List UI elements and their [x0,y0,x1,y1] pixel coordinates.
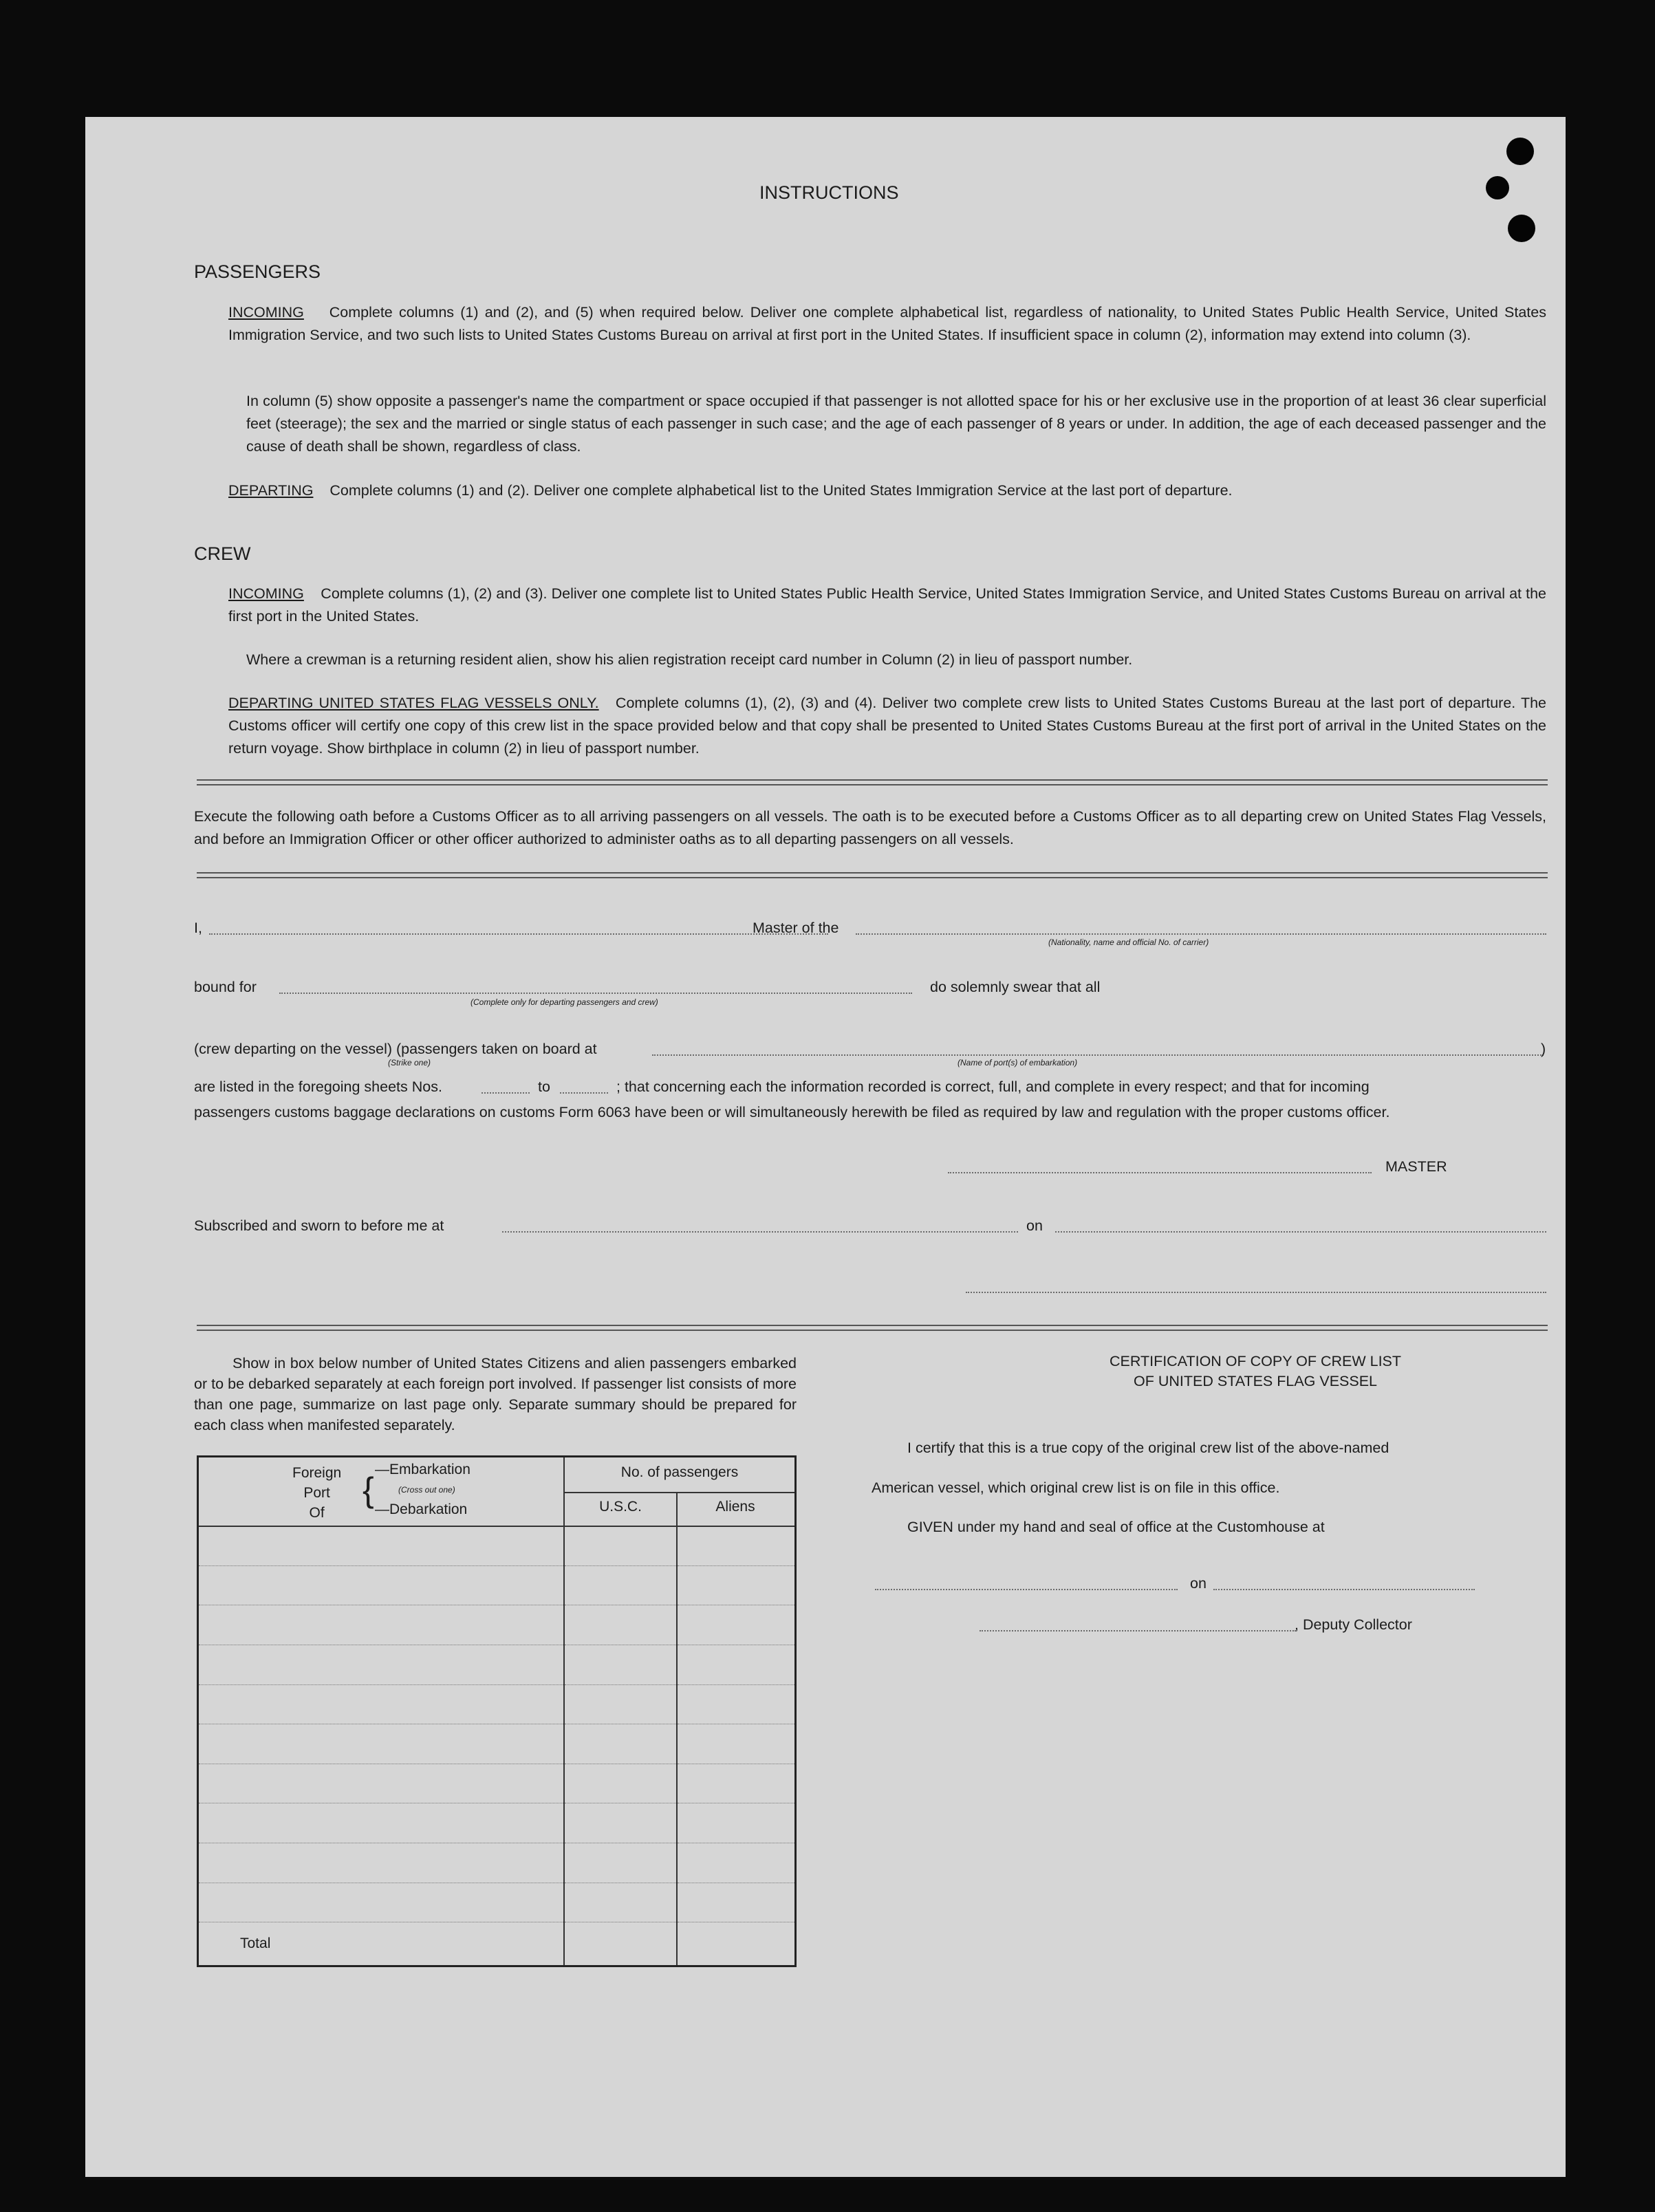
form-sheet [85,117,1566,2177]
certification-title-2: OF UNITED STATES FLAG VESSEL [1133,1373,1378,1389]
crew-departing-paragraph [228,692,1546,760]
port-cell[interactable] [198,1883,565,1922]
port-header-cell [198,1457,565,1526]
master-of-label: Master of the [753,920,839,936]
foreign-label: Foreign [292,1465,342,1481]
deputy-signature-field[interactable] [980,1630,1296,1631]
aliens-cell[interactable] [677,1803,796,1843]
usc-label: U.S.C. [599,1499,642,1515]
ports-field[interactable] [652,1054,1544,1056]
aliens-cell[interactable] [677,1843,796,1883]
punch-hole [1508,215,1535,242]
usc-cell[interactable] [564,1883,677,1922]
aliens-cell[interactable] [677,1526,796,1566]
usc-cell[interactable] [564,1684,677,1724]
double-rule [197,1325,1548,1331]
passengers-incoming-text: Complete columns (1) and (2), and (5) when required below. Deliver one complete alphabetical list, regardless of nationality, to United States Public Health Service, United States Immigration Service, and two such lists to United States Customs Bureau on arrival at first port in the United States. If insufficient space in column (2), information may extend into column (3). [228,304,1546,343]
punch-hole [1486,176,1509,199]
strike-caption: (Strike one) [388,1058,431,1067]
usc-cell[interactable] [564,1645,677,1684]
port-cell[interactable] [198,1565,565,1605]
sheet-to-field[interactable] [560,1092,608,1094]
master-label: MASTER [1385,1158,1447,1175]
swear-label: do solemnly swear that all [930,979,1101,995]
passengers-column5-paragraph: In column (5) show opposite a passenger's name the compartment or space occupied if that passenger is not allotted space for his or her exclusive use in the proportion of at least 36 clear superficial feet (steerage); the sex and the married or single status of each passenger in such case; and the age of each passenger of 8 years or under. In addition, the age of each deceased passenger and the cause of death shall be shown, regardless of class. [246,393,1546,455]
master-signature-field[interactable] [948,1172,1372,1173]
officer-signature-field[interactable] [966,1292,1546,1293]
no-passengers-label: No. of passengers [620,1464,739,1480]
embarkation-label: —Embarkation [375,1462,470,1477]
certification-on-label: on [1190,1575,1207,1592]
ports-caption: (Name of port(s) of embarkation) [958,1058,1078,1067]
aliens-label: Aliens [715,1499,755,1515]
crew-departing-label: (crew departing on the vessel) (passengers taken on board at [194,1041,597,1057]
of-label: Of [309,1505,325,1521]
sworn-on-label: on [1026,1217,1043,1234]
subscribed-label: Subscribed and sworn to before me at [194,1217,444,1234]
customhouse-field[interactable] [875,1589,1178,1590]
certification-title-1: CERTIFICATION OF COPY OF CREW LIST [1109,1353,1402,1369]
usc-cell[interactable] [564,1803,677,1843]
total-label: Total [240,1936,271,1952]
usc-cell[interactable] [564,1724,677,1764]
port-cell[interactable] [198,1803,565,1843]
aliens-cell[interactable] [677,1684,796,1724]
usc-cell[interactable] [564,1764,677,1803]
american-vessel-text: American vessel, which original crew list is on file in this office. [872,1479,1280,1496]
deputy-collector-label: , Deputy Collector [1295,1616,1412,1633]
listed-text-a: ; that concerning each the information recorded is correct, full, and complete in every respect; and that for incoming [616,1078,1370,1095]
crew-departing-label: DEPARTING UNITED STATES FLAG VESSELS ONLY. [228,695,599,711]
double-rule [197,872,1548,878]
master-name-field[interactable] [209,933,828,935]
aliens-cell[interactable] [677,1883,796,1922]
crew-incoming-text: Complete columns (1), (2) and (3). Deliver one complete list to United States Public Health Service, United States Immigration Service, and United States Customs Bureau on arrival at the first port in the United States. [228,585,1546,625]
aliens-cell[interactable] [677,1565,796,1605]
cross-out-caption: (Cross out one) [398,1485,455,1495]
port-cell[interactable] [198,1684,565,1724]
aliens-total-cell[interactable] [677,1922,796,1966]
aliens-cell[interactable] [677,1764,796,1803]
aliens-cell[interactable] [677,1645,796,1684]
passengers-departing-label: DEPARTING [228,482,314,499]
listed-to-label: to [538,1078,550,1095]
crew-resident-paragraph: Where a crewman is a returning resident alien, show his alien registration receipt card number in Column (2) in lieu of passport number. [246,651,1133,668]
port-cell[interactable] [198,1724,565,1764]
port-cell[interactable] [198,1764,565,1803]
debarkation-label: —Debarkation [375,1501,468,1517]
listed-text-rest: passengers customs baggage declarations on customs Form 6063 have been or will simultaneously herewith be filed as required by law and regulation with the proper customs officer. [194,1104,1390,1120]
passengers-header-cell [564,1457,796,1526]
double-rule [197,779,1548,785]
oath-instructions: Execute the following oath before a Customs Officer as to all arriving passengers on all vessels. The oath is to be executed before a Customs Officer as to all departing crew on United States Flag Vessels, and before an Immigration Officer or other officer authorized to administer oaths as to all departing passengers on all vessels. [194,808,1546,847]
bound-for-label: bound for [194,979,257,995]
bound-caption: (Complete only for departing passengers and crew) [470,997,658,1007]
port-cell[interactable] [198,1526,565,1566]
close-paren: ) [1541,1041,1546,1057]
aliens-cell[interactable] [677,1605,796,1645]
passengers-incoming-label: INCOMING [228,304,304,321]
page-title: INSTRUCTIONS [759,182,899,203]
port-cell[interactable] [198,1645,565,1684]
total-cell [198,1922,565,1966]
port-cell[interactable] [198,1843,565,1883]
sheet-from-field[interactable] [482,1092,530,1094]
passengers-incoming-paragraph [228,301,1546,347]
listed-label: are listed in the foregoing sheets Nos. [194,1078,442,1095]
vessel-field[interactable] [856,933,1546,935]
crew-incoming-paragraph [228,583,1546,628]
sworn-place-field[interactable] [502,1231,1018,1233]
usc-cell[interactable] [564,1565,677,1605]
oath-i-label: I, [194,920,202,936]
crew-incoming-label: INCOMING [228,585,304,602]
brace-mark: { [363,1471,374,1509]
aliens-cell[interactable] [677,1724,796,1764]
usc-cell[interactable] [564,1526,677,1566]
crew-heading: CREW [194,543,251,564]
given-text: GIVEN under my hand and seal of office at the Customhouse at [907,1519,1325,1535]
passengers-departing-text: Complete columns (1) and (2). Deliver one complete alphabetical list to the United States Immigration Service at the last port of departure. [329,482,1233,499]
usc-total-cell[interactable] [564,1922,677,1966]
summary-instructions: Show in box below number of United States Citizens and alien passengers embarked or to be debarked separately at each foreign port involved. If passenger list consists of more than one page, summarize on last page only. Separate summary should be prepared for each class when manifested separately. [194,1355,797,1433]
punch-hole [1506,138,1534,165]
crew-departing-text: Complete columns (1), (2), (3) and (4). Deliver two complete crew lists to United States Customs Bureau at the last port of departure. The Customs officer will certify one copy of this crew list in the space provided below and that copy shall be presented to United States Customs Bureau at the first port of arrival in the United States on the return voyage. Show birthplace in column (2) in lieu of passport number. [228,695,1546,757]
passengers-heading: PASSENGERS [194,261,321,282]
certify-text: I certify that this is a true copy of the original crew list of the above-named [907,1440,1389,1456]
certification-date-field[interactable] [1213,1589,1475,1590]
nationality-caption: (Nationality, name and official No. of carrier) [1048,937,1209,947]
sworn-date-field[interactable] [1055,1231,1546,1233]
passengers-departing-paragraph [228,479,1546,502]
usc-cell[interactable] [564,1843,677,1883]
usc-cell[interactable] [564,1605,677,1645]
passenger-summary-table [197,1455,797,1967]
port-label: Port [303,1485,330,1501]
port-cell[interactable] [198,1605,565,1645]
bound-for-field[interactable] [279,993,912,994]
